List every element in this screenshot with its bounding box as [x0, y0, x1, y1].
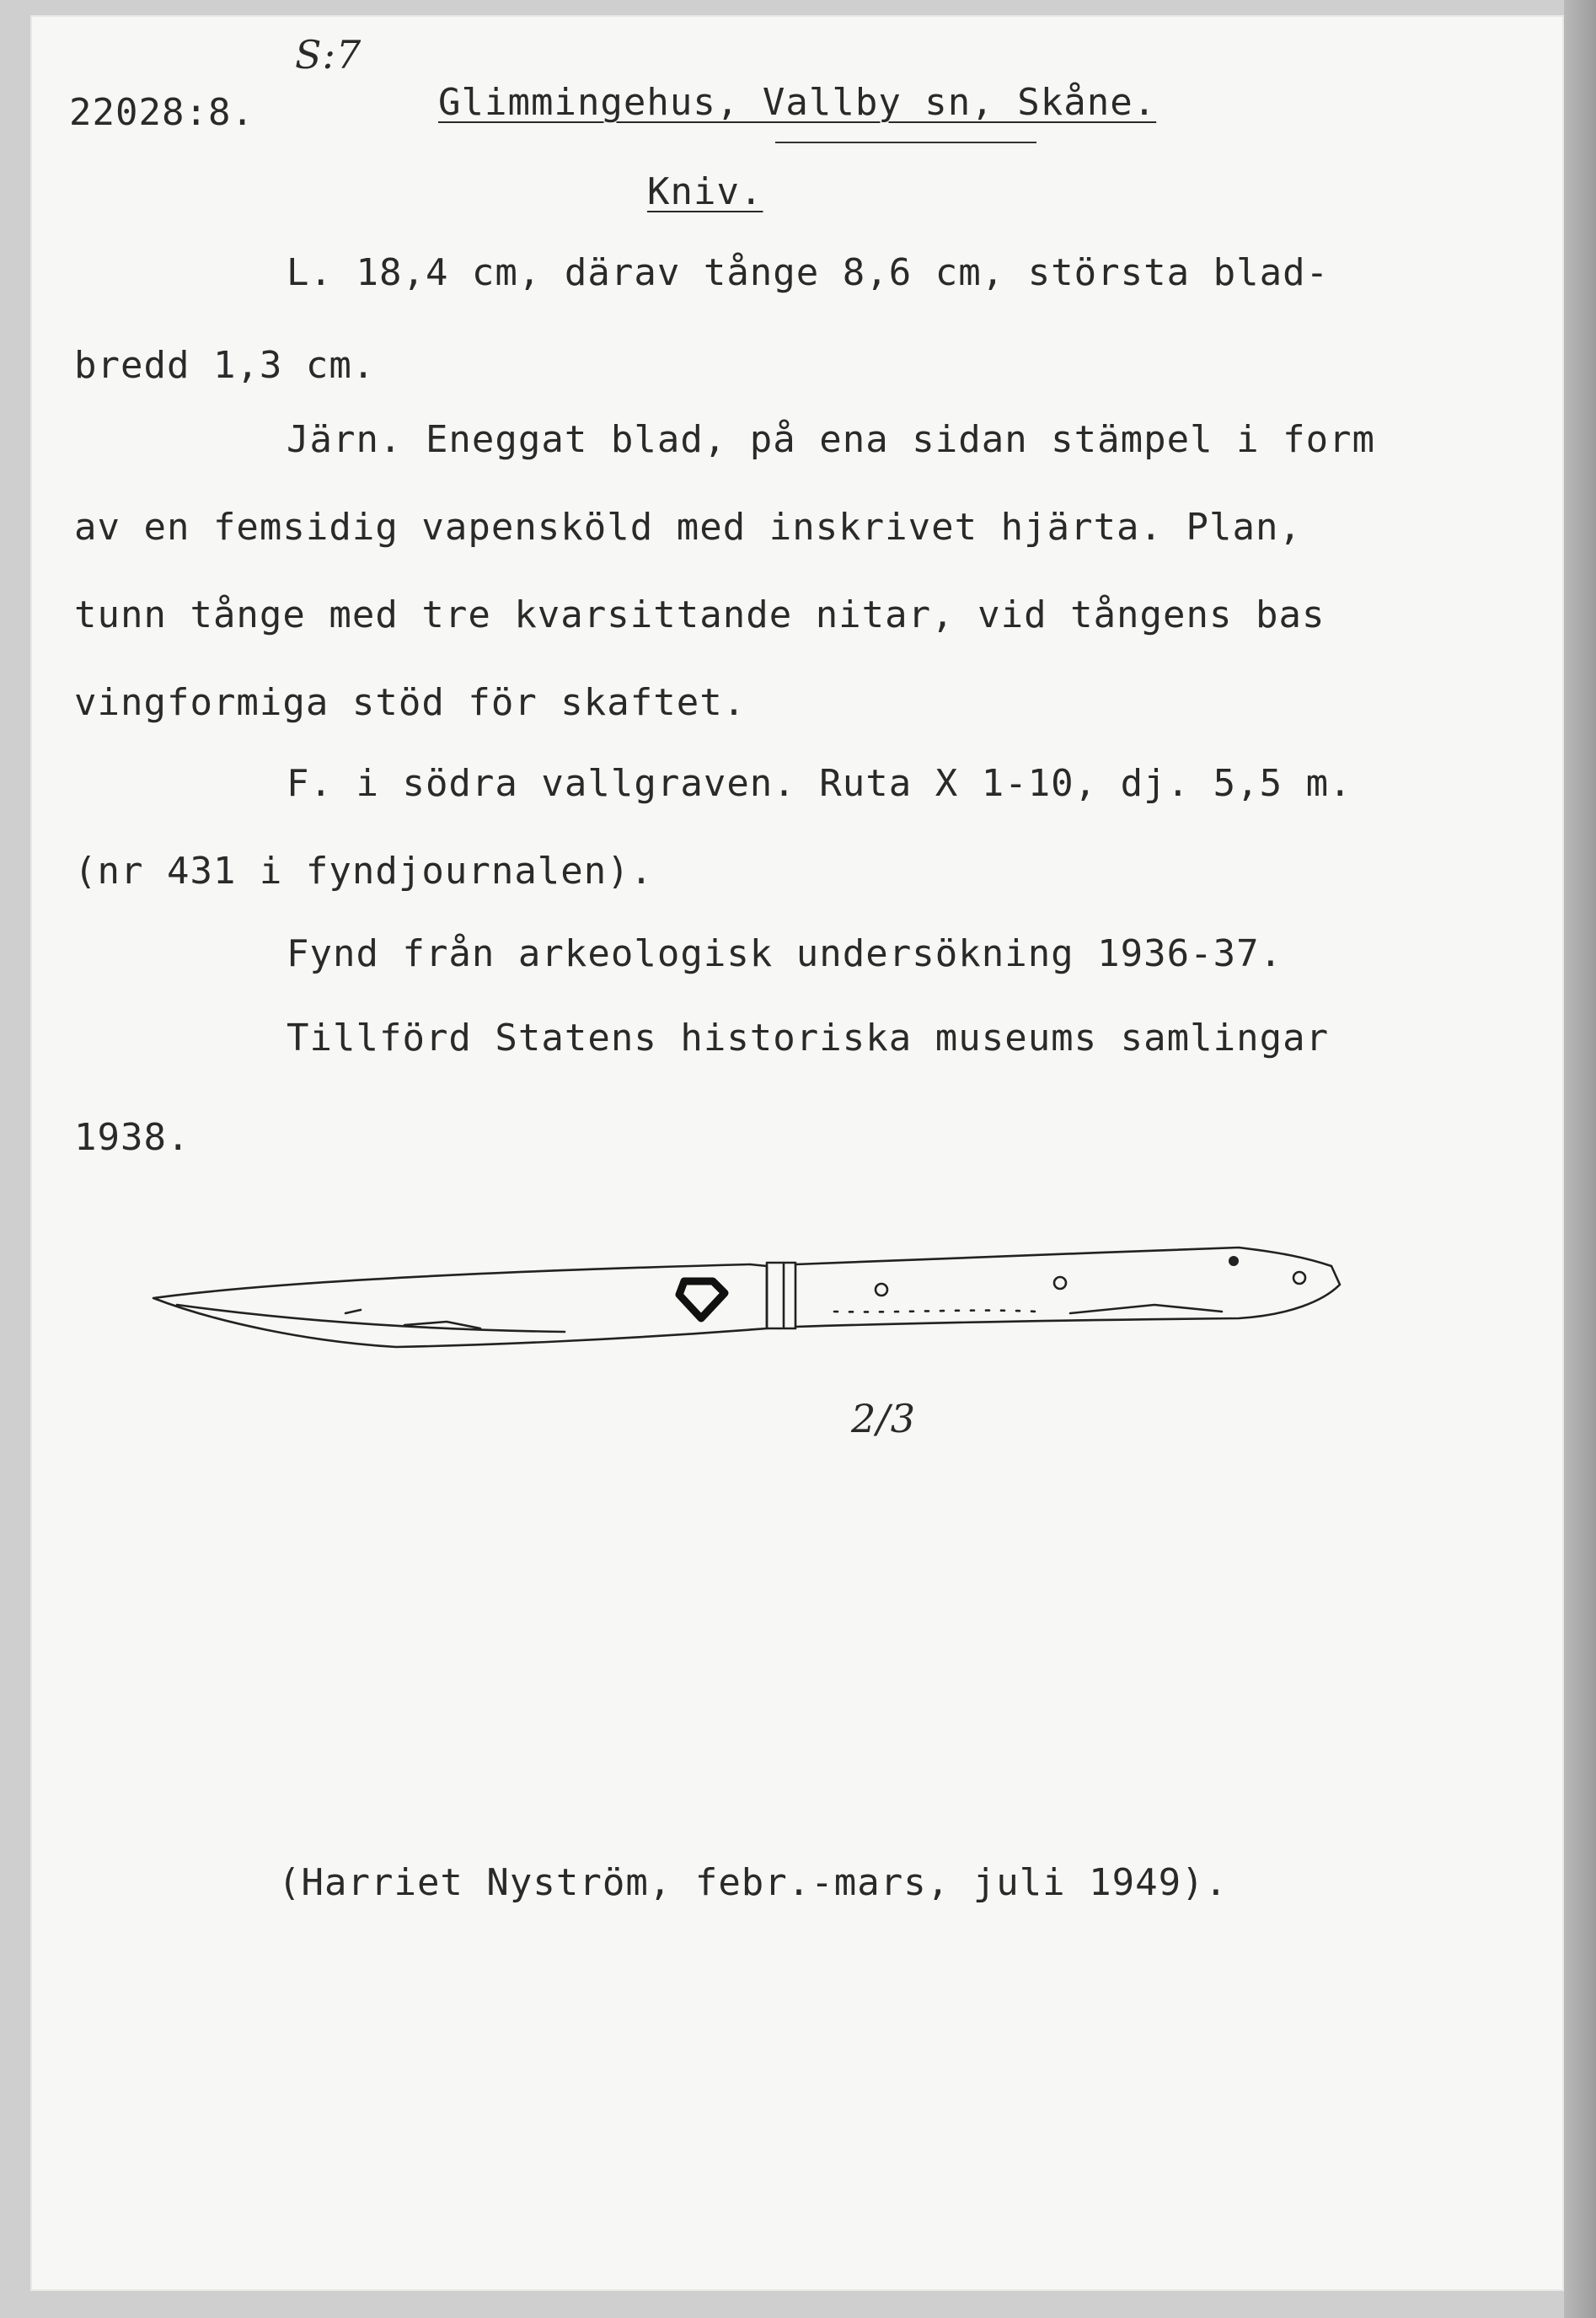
knife-blade-edge: [177, 1305, 565, 1332]
rivet-1: [876, 1284, 887, 1296]
journal-number-line: (nr 431 i fyndjournalen).: [74, 850, 654, 893]
description-line-5: tunn tånge med tre kvarsittande nitar, vid tångens bas: [74, 593, 1326, 636]
collection-year-line: 1938.: [74, 1116, 190, 1159]
description-line-2: bredd 1,3 cm.: [74, 344, 376, 387]
heart-shield-stamp: [679, 1281, 725, 1318]
knife-bolster: [767, 1263, 795, 1328]
find-location-line: F. i södra vallgraven. Ruta X 1-10, dj. 5,5 m.: [287, 762, 1352, 805]
collection-line: Tillförd Statens historiska museums samlingar: [287, 1017, 1330, 1060]
knife-drawing: [143, 1214, 1407, 1366]
handwritten-corner-note: S:7: [295, 32, 362, 78]
location-heading: Glimmingehus, Vallby sn, Skåne.: [438, 81, 1157, 124]
object-name: Kniv.: [647, 170, 763, 213]
description-line-4: av en femsidig vapensköld med inskrivet hjärta. Plan,: [74, 506, 1302, 549]
rivet-2: [1054, 1277, 1066, 1289]
author-line: (Harriet Nyström, febr.-mars, juli 1949).: [278, 1861, 1229, 1904]
catalog-number: 22028:8.: [69, 91, 254, 134]
description-line-1: L. 18,4 cm, därav tånge 8,6 cm, största blad-: [287, 251, 1330, 294]
knife-blade-outline: [153, 1264, 767, 1347]
card-edge: [1564, 0, 1596, 2318]
description-line-3: Järn. Eneggat blad, på ena sidan stämpel i form: [287, 418, 1376, 461]
scale-label: 2/3: [851, 1396, 917, 1441]
excavation-line: Fynd från arkeologisk undersökning 1936-37.: [287, 932, 1283, 975]
description-line-6: vingformiga stöd för skaftet.: [74, 681, 747, 724]
rivet-3: [1293, 1272, 1305, 1284]
location-second-underline: [775, 142, 1036, 143]
